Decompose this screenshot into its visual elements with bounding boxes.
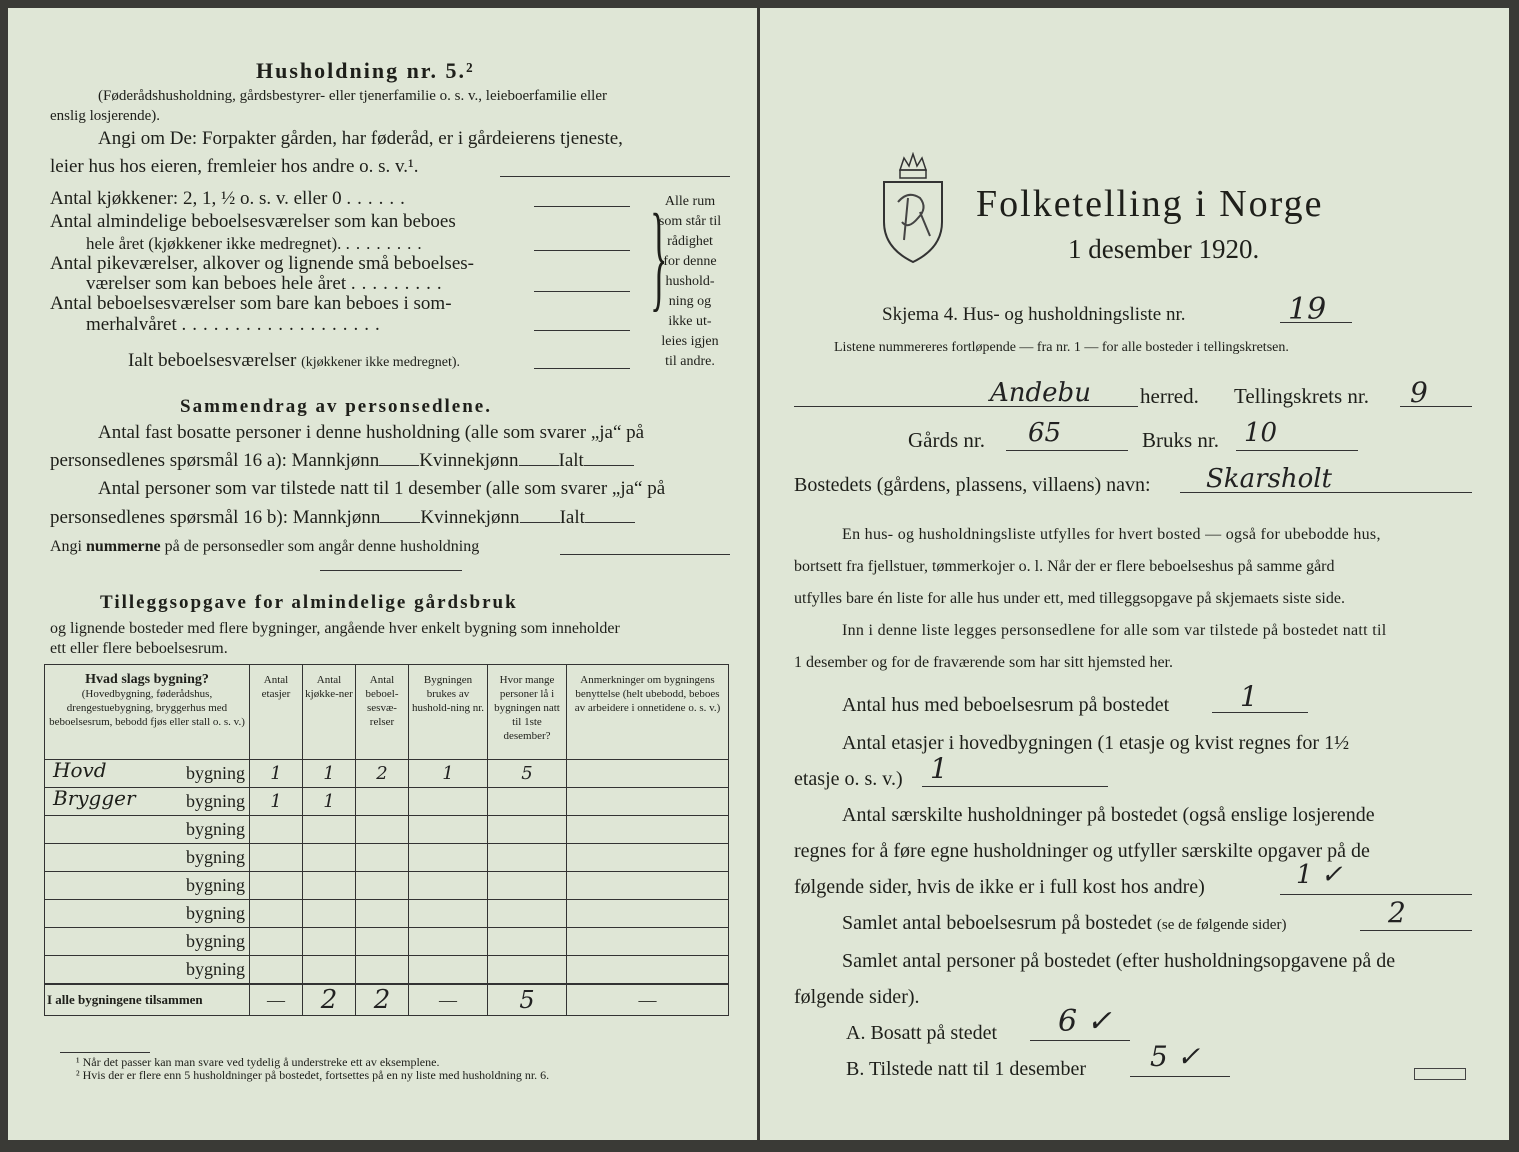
summary-line-2a: Antal personer som var tilstede natt til 1 desember (alle som svarer „ja“ på [98, 478, 666, 499]
coat-of-arms-icon [878, 152, 948, 264]
persons-question-b: følgende sider). [794, 986, 920, 1008]
schema-line: Skjema 4. Hus- og husholdningsliste nr. [882, 304, 1186, 325]
tellingskrets-label: Tellingskrets nr. [1234, 384, 1370, 408]
supplement-line-1: og lignende bosteder med flere bygninger, angående hver enkelt bygning som inneholder [50, 620, 620, 637]
census-title: Folketelling i Norge [976, 183, 1324, 225]
household-title: Husholdning nr. 5.² [256, 58, 475, 83]
maid-rooms-question-a: Antal pikeværelser, alkover og lignende små beboelses- [50, 253, 474, 274]
instruction-3: utfylles bare én liste for alle hus under ett, med tilleggsopgave på skjemaets siste side. [794, 590, 1345, 607]
present-question: B. Tilstede natt til 1 desember [846, 1058, 1086, 1080]
households-question-b: regnes for å føre egne husholdninger og utfyller særskilte opgaver på de [794, 840, 1370, 862]
resident-value: 6 ✓ [1058, 1004, 1112, 1039]
buildings-table: Hvad slags bygning? (Hovedbygning, føderådshus, drengestuebygning, bryggerhus med beboelsesrum, bebodd fjøs eller stall o. s. v.) Antal etasjer Antal kjøkke-ner Antal beboel-sesvæ-relser Bygningen brukes av hushold-ning nr. Hvor mange personer lå i bygningen natt til 1ste desember? Anmerkninger om bygningens benyttelse (helt ubebodd, beboes av arbeidere i onnetidene o. s. v.) Hovd bygning 1 1 2 1 5 Brygger bygning 1 1 bygning bygning bygning bygning bygning bygning I alle bygningene tilsammen — 2 2 — 5 — [44, 664, 729, 1016]
gards-value: 65 [1028, 418, 1062, 448]
rooms-total-value: 2 [1388, 896, 1406, 929]
tellingskrets-value: 9 [1410, 376, 1428, 409]
bruks-value: 10 [1244, 418, 1278, 448]
summary-line-1a: Antal fast bosatte personer i denne husholdning (alle som svarer „ja“ på [98, 422, 645, 443]
gards-label: Gårds nr. [908, 428, 985, 452]
rooms-question-a: Antal almindelige beboelsesværelser som kan beboes [50, 211, 456, 232]
herred-value: Andebu [990, 378, 1091, 408]
instruction-1: En hus- og husholdningsliste utfylles for hvert bosted — også for ubebodde hus, [842, 526, 1381, 543]
table-row: bygning [45, 872, 729, 900]
summary-line-2b: personsedlenes spørsmål 16 b): Mannkjønn Kvinnekjønn Ialt [50, 507, 635, 529]
schema-number: 19 [1288, 292, 1327, 327]
instruction-4: Inn i denne liste legges personsedlene for alle som var tilstede på bostedet natt til [842, 622, 1387, 639]
table-row: Hovd bygning 1 1 2 1 5 [45, 760, 729, 788]
households-question-a: Antal særskilte husholdninger på bostedet (også enslige losjerende [842, 804, 1375, 826]
households-value: 1 ✓ [1296, 860, 1343, 890]
table-row: bygning [45, 928, 729, 956]
summary-line-1b: personsedlenes spørsmål 16 a): Mannkjønn Kvinnekjønn Ialt [50, 450, 634, 472]
total-row: I alle bygningene tilsammen — 2 2 — 5 — [45, 984, 729, 1016]
houses-question: Antal hus med beboelsesrum på bostedet [842, 694, 1170, 716]
ask-line-1: Angi om De: Forpakter gården, har føderåd, er i gårdeierens tjeneste, [98, 128, 623, 149]
numbers-line: Angi nummerne på de personsedler som angår denne husholdning [50, 538, 480, 555]
table-row: bygning [45, 844, 729, 872]
printer-stamp [1414, 1068, 1466, 1080]
total-rooms-question: Ialt beboelsesværelser (kjøkkener ikke medregnet). [128, 350, 461, 371]
ask-line-2: leier hus hos eieren, fremleier hos andre o. s. v.¹. [50, 156, 419, 177]
instruction-2: bortsett fra fjellstuer, tømmerkojer o. l. Når der er flere beboelseshus på samme gård [794, 558, 1335, 575]
persons-question-a: Samlet antal personer på bostedet (efter husholdningsopgavene på de [842, 950, 1396, 972]
table-row: bygning [45, 900, 729, 928]
table-row: bygning [45, 816, 729, 844]
summer-rooms-question-a: Antal beboelsesværelser som bare kan beboes i som- [50, 293, 452, 314]
side-note: Alle rum som står til rådighet for denne hushold- ning og ikke ut- leies igjen til andre. [658, 194, 722, 369]
rooms-total-question: Samlet antal beboelsesrum på bostedet (se de følgende sider) [842, 912, 1287, 934]
rooms-question-b: hele året (kjøkkener ikke medregnet). ........ [86, 234, 428, 253]
instruction-5: 1 desember og for de fraværende som har sitt hjemsted her. [794, 654, 1173, 671]
herred-label: herred. [1140, 384, 1199, 408]
table-row: bygning [45, 956, 729, 985]
table-row: Brygger bygning 1 1 [45, 788, 729, 816]
households-question-c: følgende sider, hvis de ikke er i full kost hos andre) [794, 876, 1205, 898]
present-value: 5 ✓ [1150, 1040, 1201, 1073]
intro-line-2: enslig losjerende). [50, 108, 160, 124]
houses-value: 1 [1240, 680, 1258, 713]
summary-title: Sammendrag av personsedlene. [180, 396, 492, 417]
footnote-2: ² Hvis der er flere enn 5 husholdninger på bostedet, fortsettes på en ny liste med husholdning nr. 6. [76, 1068, 550, 1082]
brace: } [650, 189, 668, 322]
bosted-label: Bostedets (gårdens, plassens, villaens) navn: [794, 474, 1151, 496]
floors-value: 1 [930, 752, 948, 785]
footnote-1: ¹ Når det passer kan man svare ved tydelig å understreke ett av eksemplene. [76, 1055, 440, 1069]
census-date: 1 desember 1920. [1068, 234, 1260, 264]
bosted-value: Skarsholt [1206, 464, 1333, 494]
resident-question: A. Bosatt på stedet [846, 1022, 998, 1044]
floors-question-b: etasje o. s. v.) [794, 768, 903, 790]
supplement-line-2: ett eller flere beboelsesrum. [50, 640, 228, 657]
supplement-title: Tilleggsopgave for almindelige gårdsbruk [100, 592, 518, 613]
floors-question-a: Antal etasjer i hovedbygningen (1 etasje og kvist regnes for 1½ [842, 732, 1350, 754]
kitchens-question: Antal kjøkkener: 2, 1, ½ o. s. v. eller 0 ...... [50, 188, 411, 209]
numbering-note: Listene nummereres fortløpende — fra nr. 1 — for alle bosteder i tellingskretsen. [834, 340, 1289, 355]
maid-rooms-question-b: værelser som kan beboes hele året ......... [86, 273, 448, 294]
intro-line-1: (Føderådshusholdning, gårdsbestyrer- eller tjenerfamilie o. s. v., leieboerfamilie eller [98, 88, 607, 104]
summer-rooms-question-b: merhalvåret ................... [86, 314, 386, 335]
bruks-label: Bruks nr. [1142, 428, 1220, 452]
